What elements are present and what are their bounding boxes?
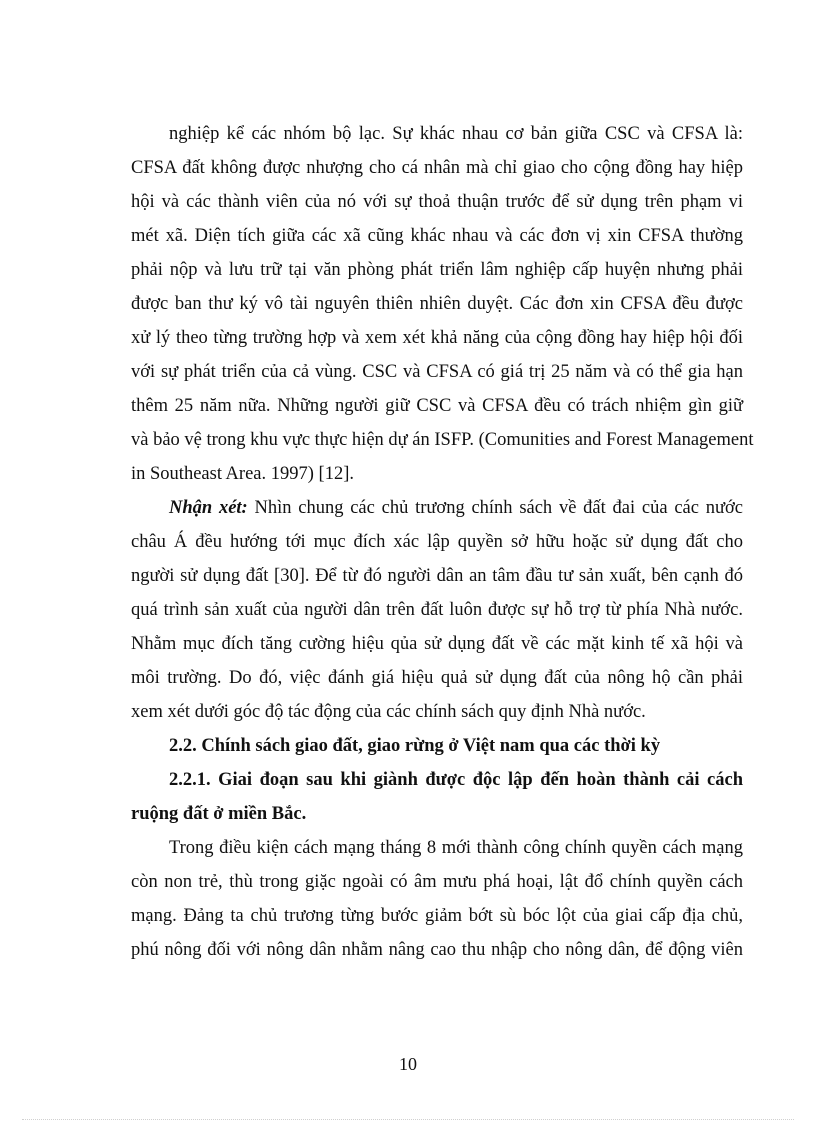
subsection-heading: ruộng đất ở miền Bắc.	[131, 804, 307, 824]
page-number: 10	[399, 1054, 417, 1074]
paragraph-line: phải nộp và lưu trữ tại văn phòng phát triển lâm nghiệp cấp huyện nhưng phải	[131, 260, 743, 280]
paragraph-line: môi trường. Do đó, việc đánh giá hiệu quả sử dụng đất của nông hộ cần phải	[131, 668, 743, 688]
paragraph-line: hội và các thành viên của nó với sự thoả thuận trước để sử dụng trên phạm vi	[131, 192, 743, 212]
paragraph-line: quá trình sản xuất của người dân trên đất luôn được sự hỗ trợ từ phía Nhà nước.	[131, 600, 743, 620]
subsection-heading: 2.2.1. Giai đoạn sau khi giành được độc lập đến hoàn thành cải cách	[169, 770, 743, 790]
paragraph-line: Nhằm mục đích tăng cường hiệu qủa sử dụng đất về các mặt kinh tế xã hội và	[131, 634, 743, 654]
paragraph-line: còn non trẻ, thù trong giặc ngoài có âm mưu phá hoại, lật đổ chính quyền cách	[131, 872, 743, 892]
page-bottom-divider	[22, 1119, 794, 1120]
section-heading: 2.2. Chính sách giao đất, giao rừng ở Việt nam qua các thời kỳ	[169, 736, 661, 756]
paragraph-line: châu Á đều hướng tới mục đích xác lập quyền sở hữu hoặc sử dụng đất cho	[131, 532, 743, 552]
paragraph-line: mạng. Đảng ta chủ trương từng bước giảm bớt sù bóc lột của giai cấp địa chủ,	[131, 906, 743, 926]
paragraph-line: CFSA đất không được nhượng cho cá nhân mà chỉ giao cho cộng đồng hay hiệp	[131, 158, 743, 178]
paragraph-line: in Southeast Area. 1997) [12].	[131, 464, 354, 484]
paragraph-line: phú nông đối với nông dân nhằm nâng cao thu nhập cho nông dân, để động viên	[131, 940, 743, 960]
paragraph-line	[169, 491, 743, 525]
paragraph-line: được ban thư ký vô tài nguyên thiên nhiên duyệt. Các đơn xin CFSA đều được	[131, 294, 743, 314]
paragraph-line: mét xã. Diện tích giữa các xã cũng khác nhau và các đơn vị xin CFSA thường	[131, 226, 743, 246]
paragraph-text: Nhìn chung các chủ trương chính sách về đất đai của các nước	[247, 498, 743, 518]
paragraph-line: xem xét dưới góc độ tác động của các chính sách quy định Nhà nước.	[131, 702, 646, 722]
paragraph-line: Trong điều kiện cách mạng tháng 8 mới thành công chính quyền cách mạng	[169, 838, 743, 858]
paragraph-line: xử lý theo từng trường hợp và xem xét khả năng của cộng đồng hay hiệp hội đối	[131, 328, 743, 348]
paragraph-line: và bảo vệ trong khu vực thực hiện dự án ISFP. (Comunities and Forest Management	[131, 430, 754, 450]
paragraph-line: người sử dụng đất [30]. Để từ đó người dân an tâm đầu tư sản xuất, bên cạnh đó	[131, 566, 743, 586]
paragraph-line: nghiệp kể các nhóm bộ lạc. Sự khác nhau cơ bản giữa CSC và CFSA là:	[169, 124, 743, 144]
paragraph-line: với sự phát triển của cả vùng. CSC và CFSA có giá trị 25 năm và có thể gia hạn	[131, 362, 743, 382]
paragraph-line: thêm 25 năm nữa. Những người giữ CSC và CFSA đều có trách nhiệm gìn giữ	[131, 396, 743, 416]
remark-lead-in: Nhận xét:	[169, 498, 248, 518]
